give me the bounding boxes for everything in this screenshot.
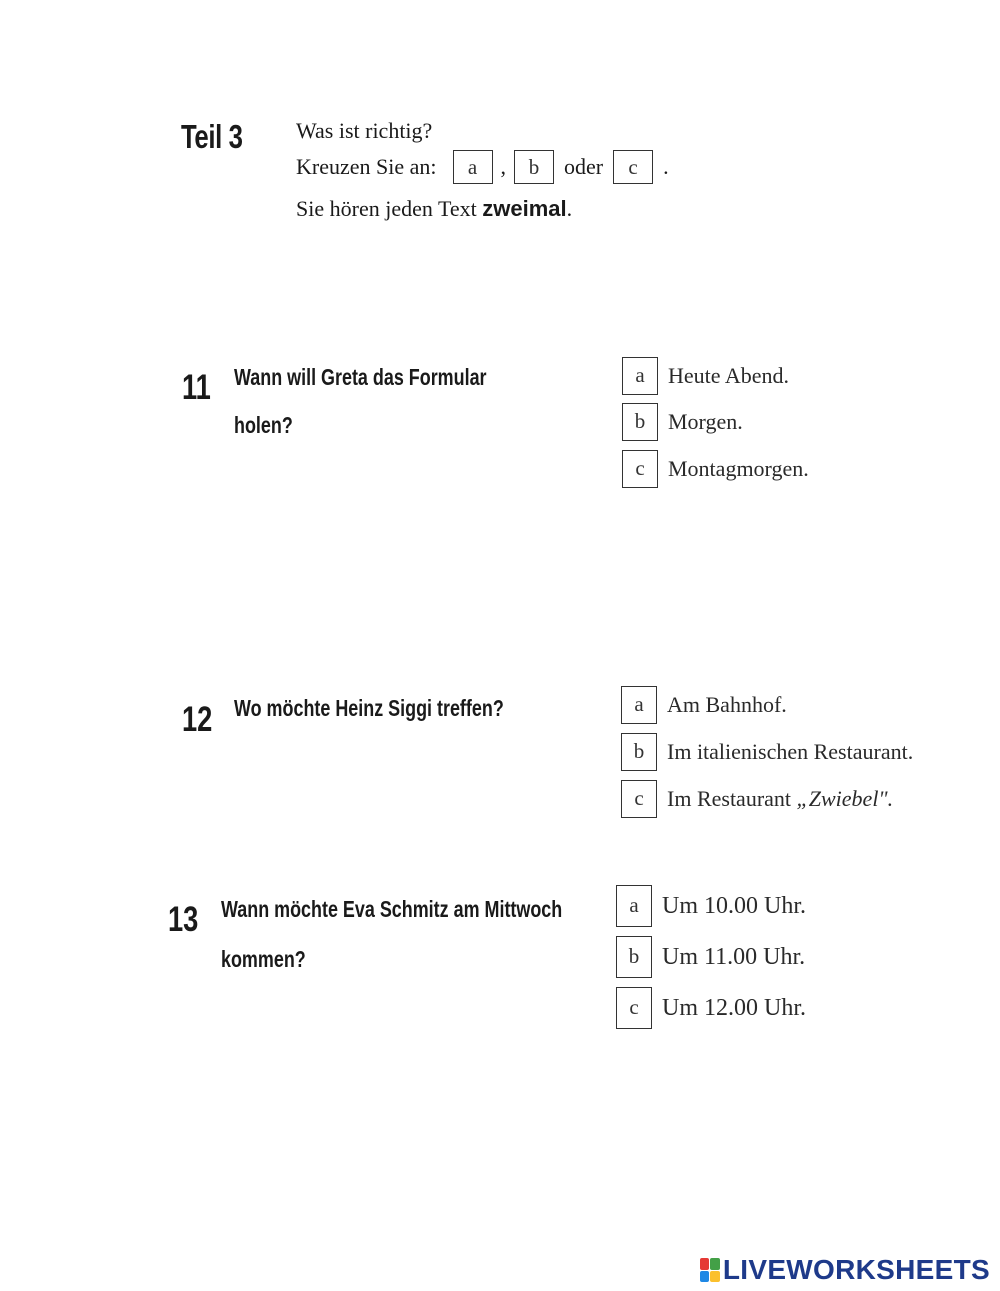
answer-option-11a[interactable] bbox=[622, 357, 789, 395]
logo-tile-green bbox=[710, 1258, 720, 1270]
answer-text-13c: Um 12.00 Uhr. bbox=[662, 994, 806, 1021]
question-text-12: Wo möchte Heinz Siggi treffen? bbox=[234, 695, 504, 721]
liveworksheets-logo-icon bbox=[700, 1258, 720, 1282]
answer-option-11b[interactable] bbox=[622, 403, 743, 441]
answer-option-13a[interactable] bbox=[616, 885, 806, 927]
section-title: Teil 3 bbox=[181, 118, 243, 155]
answer-text-12c bbox=[667, 786, 893, 812]
instruction-line-1: Was ist richtig? bbox=[296, 118, 433, 143]
answer-option-12c[interactable] bbox=[621, 780, 893, 818]
instruction-line-2 bbox=[296, 150, 669, 184]
logo-tile-red bbox=[700, 1258, 710, 1270]
instruction-line-3-text: Sie hören jeden Text bbox=[296, 196, 483, 221]
example-box-c: c bbox=[613, 150, 653, 184]
checkbox-11b[interactable]: b bbox=[622, 403, 658, 441]
answer-text-11a: Heute Abend. bbox=[668, 363, 789, 388]
logo-text: LIVEWORKSHEETS bbox=[722, 1254, 990, 1285]
question-number-11: 11 bbox=[182, 368, 211, 407]
answer-option-11c[interactable] bbox=[622, 450, 809, 488]
logo-tile-blue bbox=[700, 1271, 710, 1283]
checkbox-11c[interactable]: c bbox=[622, 450, 658, 488]
answer-text-12c-italic: „Zwiebel". bbox=[796, 786, 894, 811]
answer-option-13c[interactable] bbox=[616, 987, 806, 1029]
answer-option-13b[interactable] bbox=[616, 936, 805, 978]
answer-text-11b: Morgen. bbox=[668, 409, 743, 434]
answer-text-12c-prefix: Im Restaurant bbox=[667, 786, 797, 811]
question-text-13-line-1: Wann möchte Eva Schmitz am Mittwoch bbox=[221, 896, 563, 922]
checkbox-13c[interactable]: c bbox=[616, 987, 652, 1029]
liveworksheets-logo[interactable] bbox=[700, 1254, 990, 1286]
instruction-emphasis: zweimal bbox=[482, 196, 567, 221]
answer-option-12a[interactable] bbox=[621, 686, 787, 724]
question-text-11-line-1: Wann will Greta das Formular bbox=[234, 364, 487, 390]
answer-text-12b: Im italienischen Restaurant. bbox=[667, 739, 914, 764]
answer-text-11c: Montagmorgen. bbox=[668, 456, 809, 481]
question-text-11-line-2: holen? bbox=[234, 412, 293, 438]
example-box-b: b bbox=[514, 150, 554, 184]
instruction-line-3 bbox=[296, 196, 572, 222]
checkbox-11a[interactable]: a bbox=[622, 357, 658, 395]
question-number-13: 13 bbox=[168, 900, 199, 939]
logo-tile-yellow bbox=[710, 1271, 720, 1283]
checkbox-13a[interactable]: a bbox=[616, 885, 652, 927]
answer-text-13a: Um 10.00 Uhr. bbox=[662, 892, 806, 919]
question-text-13-line-2: kommen? bbox=[221, 946, 306, 972]
answer-option-12b[interactable] bbox=[621, 733, 913, 771]
separator-comma: , bbox=[500, 154, 506, 179]
checkbox-12b[interactable]: b bbox=[621, 733, 657, 771]
oder-text: oder bbox=[564, 154, 604, 179]
example-box-a: a bbox=[453, 150, 493, 184]
checkbox-13b[interactable]: b bbox=[616, 936, 652, 978]
separator-period: . bbox=[663, 154, 669, 179]
checkbox-12a[interactable]: a bbox=[621, 686, 657, 724]
answer-text-13b: Um 11.00 Uhr. bbox=[662, 943, 806, 970]
instruction-prefix: Kreuzen Sie an: bbox=[296, 154, 437, 179]
answer-text-12a: Am Bahnhof. bbox=[667, 692, 787, 717]
checkbox-12c[interactable]: c bbox=[621, 780, 657, 818]
question-number-12: 12 bbox=[182, 700, 213, 739]
instruction-line-3-end: . bbox=[566, 196, 573, 221]
